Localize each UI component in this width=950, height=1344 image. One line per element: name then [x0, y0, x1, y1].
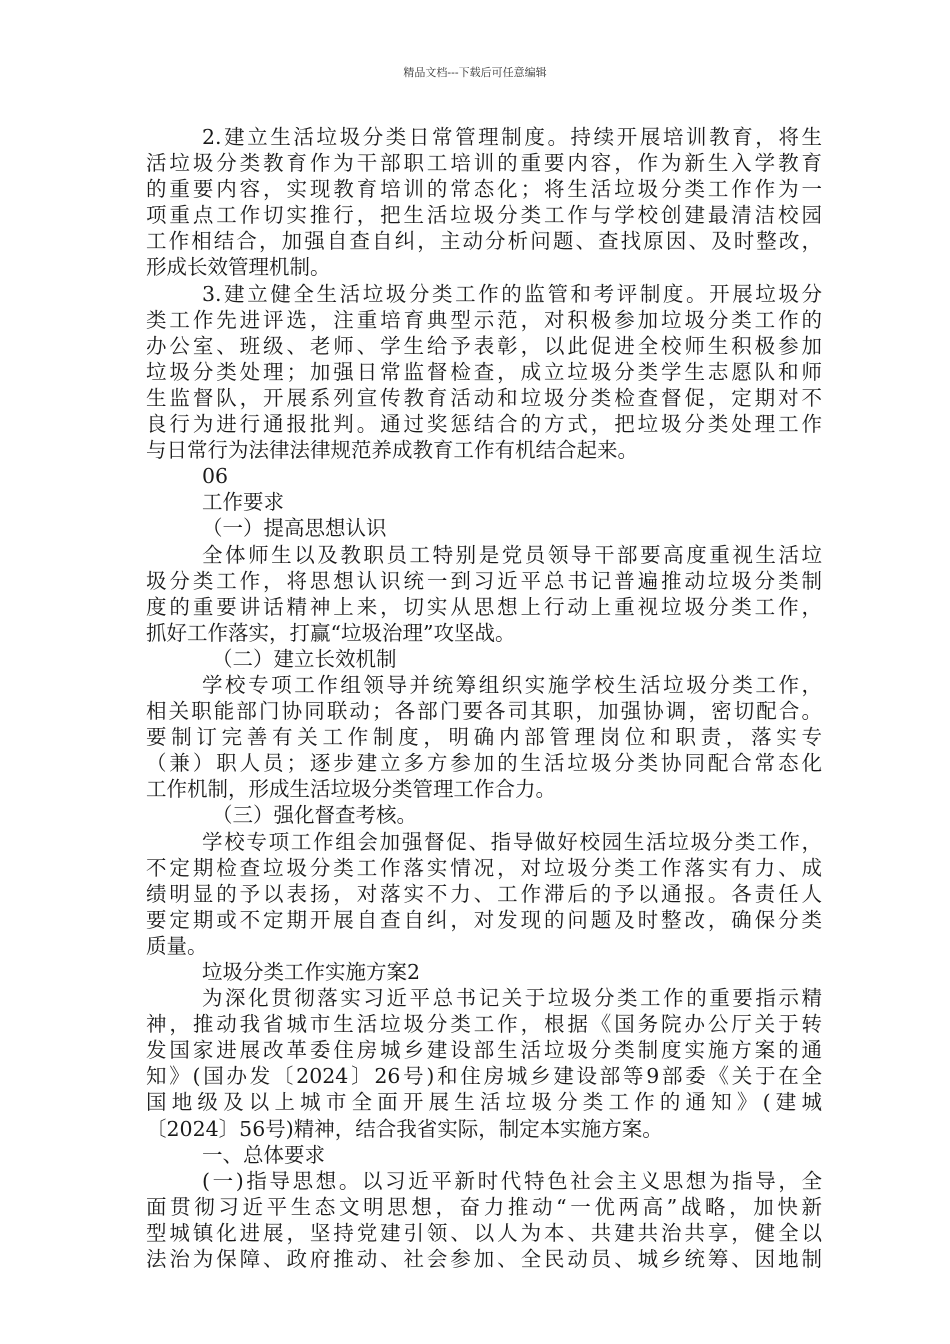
text-line: 活垃圾分类教育作为干部职工培训的重要内容，作为新生入学教育	[146, 151, 822, 176]
text-line: 度的重要讲话精神上来，切实从思想上行动上重视垃圾分类工作，	[146, 594, 822, 619]
text-line: 不定期检查垃圾分类工作落实情况，对垃圾分类工作落实有力、成	[146, 855, 822, 880]
text-line: 圾分类工作，将思想认识统一到习近平总书记普遍推动垃圾分类制	[146, 568, 822, 593]
text-line: 3.建立健全生活垃圾分类工作的监管和考评制度。开展垃圾分	[202, 281, 822, 306]
text-line: 工作机制，形成生活垃圾分类管理工作合力。	[146, 777, 556, 802]
text-line: 学校专项工作组会加强督促、指导做好校园生活垃圾分类工作，	[202, 829, 822, 854]
text-line: 的重要内容，实现教育培训的常态化；将生活垃圾分类工作作为一	[146, 177, 822, 202]
text-line: 国地级及以上城市全面开展生活垃圾分类工作的通知》(建城	[146, 1090, 822, 1115]
text-line: 06	[202, 464, 229, 489]
text-line: 学校专项工作组领导并统筹组织实施学校生活垃圾分类工作，	[202, 672, 822, 697]
text-line: 垃圾分类处理；加强日常监督检查，成立垃圾分类学生志愿队和师	[146, 359, 822, 384]
text-line: 类工作先进评选，注重培育典型示范，对积极参加垃圾分类工作的	[146, 307, 822, 332]
text-line: 神，推动我省城市生活垃圾分类工作，根据《国务院办公厅关于转	[146, 1012, 822, 1037]
text-line: 知》(国办发〔2024〕26号)和住房城乡建设部等9部委《关于在全	[146, 1064, 822, 1089]
text-line: (一)指导思想。以习近平新时代特色社会主义思想为指导，全	[202, 1168, 822, 1193]
text-line: 垃圾分类工作实施方案2	[202, 960, 421, 984]
text-line: 全体师生以及教职员工特别是党员领导干部要高度重视生活垃	[202, 542, 822, 567]
document-body	[146, 124, 822, 1272]
text-line: （三）强化督查考核。	[212, 803, 417, 828]
text-line: 发国家进展改革委住房城乡建设部生活垃圾分类制度实施方案的通	[146, 1038, 822, 1063]
text-line: （一）提高思想认识	[202, 516, 387, 541]
text-line: 法治为保障、政府推动、社会参加、全民动员、城乡统筹、因地制	[146, 1247, 822, 1272]
text-line: 质量。	[146, 933, 208, 958]
text-line: 为深化贯彻落实习近平总书记关于垃圾分类工作的重要指示精	[202, 986, 822, 1011]
text-line: 相关职能部门协同联动；各部门要各司其职，加强协调，密切配合。	[146, 699, 822, 724]
text-line: 工作相结合，加强自查自纠，主动分析问题、查找原因、及时整改，	[146, 229, 822, 254]
page-header: 精品文档---下载后可任意编辑	[403, 66, 547, 79]
text-line: 与日常行为法律法律规范养成教育工作有机结合起来。	[146, 438, 638, 463]
text-line: 良行为进行通报批判。通过奖惩结合的方式，把垃圾分类处理工作	[146, 412, 822, 437]
text-line: （兼）职人员；逐步建立多方参加的生活垃圾分类协同配合常态化	[146, 751, 822, 776]
text-line: 一、总体要求	[202, 1142, 325, 1167]
text-line: （二）建立长效机制	[212, 646, 397, 671]
text-line: 绩明显的予以表扬，对落实不力、工作滞后的予以通报。各责任人	[146, 881, 822, 906]
text-line: 面贯彻习近平生态文明思想，奋力推动“一优两高”战略，加快新	[146, 1194, 822, 1219]
text-line: 要制订完善有关工作制度，明确内部管理岗位和职责，落实专	[146, 725, 822, 750]
text-line: 抓好工作落实，打赢“垃圾治理”攻坚战。	[146, 620, 516, 645]
text-line: 项重点工作切实推行，把生活垃圾分类工作与学校创建最清洁校园	[146, 203, 822, 228]
text-line: 生监督队，开展系列宣传教育活动和垃圾分类检查督促，定期对不	[146, 385, 822, 410]
text-line: 型城镇化进展，坚持党建引领、以人为本、共建共治共享，健全以	[146, 1220, 822, 1245]
text-line: 2.建立生活垃圾分类日常管理制度。持续开展培训教育，将生	[202, 125, 822, 149]
text-line: 办公室、班级、老师、学生给予表彰，以此促进全校师生积极参加	[146, 333, 822, 358]
text-line: 形成长效管理机制。	[146, 255, 331, 280]
text-line: 工作要求	[202, 490, 284, 515]
text-line: 要定期或不定期开展自查自纠，对发现的问题及时整改，确保分类	[146, 907, 822, 932]
text-line: 〔2024〕56号)精神，结合我省实际，制定本实施方案。	[146, 1116, 663, 1141]
